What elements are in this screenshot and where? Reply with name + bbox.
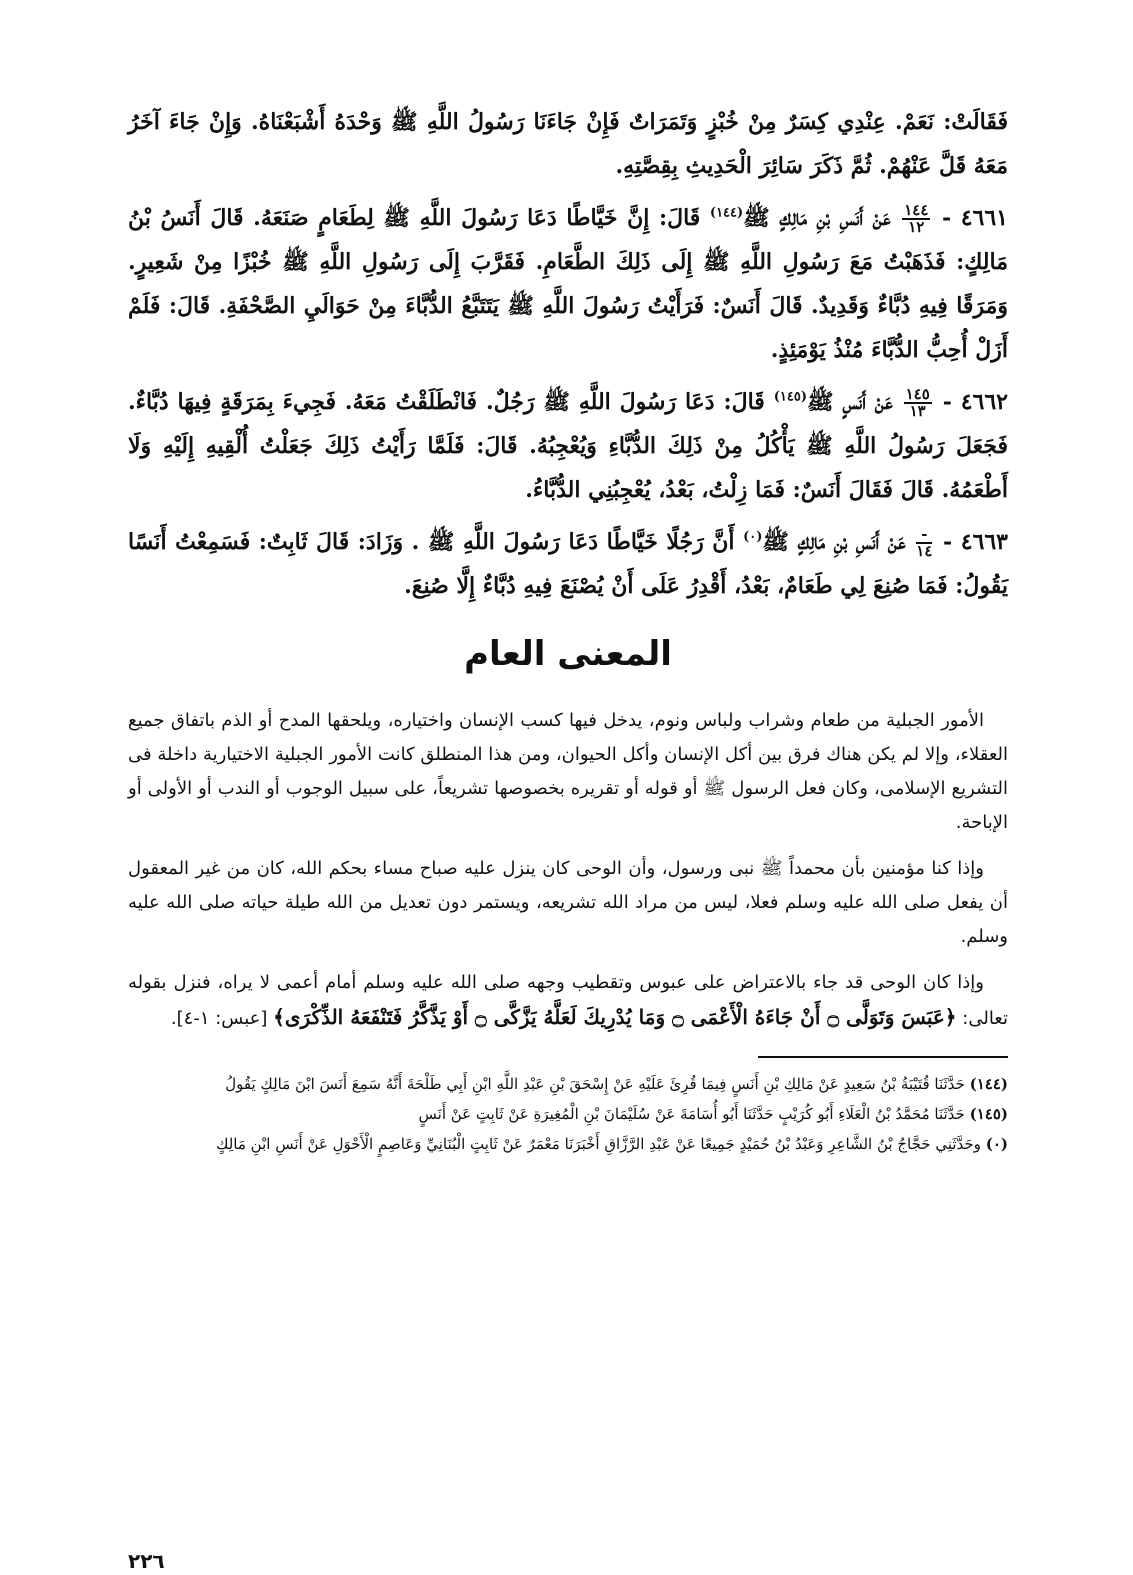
footnote-marker: (١٤٥): [773, 389, 807, 405]
reference-top: ١٤٥: [905, 385, 930, 403]
body-paragraph: وإذا كنا مؤمنين بأن محمداً ﷺ نبى ورسول، وأن الوحى كان ينزل عليه صباح مساء بحكم الله، كان من غير المعقول أن يفعل صلى الله عليه وسلم فعلا، ليس من مراد الله تشريعه، ويستمر دون تعديل من الله طيلة حياته صلى الله عليه وسلم.: [128, 858, 1008, 947]
quran-verse: ﴿عَبَسَ وَتَوَلَّى ۝ أَنْ جَاءَهُ الْأَعْمَى ۝ وَمَا يُدْرِيكَ لَعَلَّهُ يَزَّكَّى ۝ أَوْ يَذَّكَّرُ فَتَنْفَعَهُ الذِّكْرَى﴾: [273, 1005, 957, 1029]
body-paragraph: [128, 966, 1008, 1036]
footnote: [128, 1070, 1008, 1098]
hadith-paragraph: [128, 520, 1008, 608]
section-title: المعنى العام: [464, 634, 672, 674]
footnote-number: (١٤٥): [969, 1105, 1008, 1123]
reference-top: ١٤٤: [904, 201, 929, 219]
hadith-text: أَنَّ رَجُلًا خَيَّاطًا دَعَا رَسُولَ اللَّهِ ﷺ . وَزَادَ: قَالَ ثَابِتٌ: فَسَمِعْتُ أَنَسًا يَقُولُ: فَمَا صُنِعَ لِي طَعَامٌ، بَعْدُ، أَقْدِرُ عَلَى أَنْ يُصْنَعَ فِيهِ دُبَّاءٌ إِلَّا صُنِعَ.: [128, 529, 1008, 599]
hadith-reference: [916, 527, 932, 559]
footnote-text: حَدَّثَنَا قُتَيْبَةُ بْنُ سَعِيدٍ عَنْ مَالِكِ بْنِ أَنَسٍ فِيمَا قُرِئَ عَلَيْهِ عَنْ إِسْحَقَ بْنِ عَبْدِ اللَّهِ ابْنِ أَبِي طَلْحَةَ أَنَّهُ سَمِعَ أَنَسَ ابْنَ مَالِكٍ يَقُولُ: [225, 1075, 965, 1093]
hadith-narrator: عَنْ أَنَسِ بْنِ مَالِكٍ ﷺ: [762, 529, 906, 555]
reference-bottom: ١٤: [916, 542, 933, 560]
hadith-number: ٤٦٦٢ -: [942, 389, 1008, 415]
hadith-section: [128, 100, 1008, 608]
body-text: وإذا كان الوحى قد جاء بالاعتراض على عبوس وتقطيب وجهه صلى الله عليه وسلم أمام أعمى لا يراه، فنزل بقوله تعالى:: [128, 972, 1008, 1029]
hadith-number: ٤٦٦٣ -: [943, 529, 1008, 555]
footnotes: [128, 1070, 1008, 1158]
hadith-paragraph: [128, 100, 1008, 188]
footnote-number: (١٤٤): [969, 1075, 1008, 1093]
verse-reference: [عبس: ١-٤].: [170, 1008, 268, 1029]
footnote-text: وحَدَّثَنِي حَجَّاجُ بْنُ الشَّاعِرِ وَعَبْدُ بْنُ حُمَيْدٍ جَمِيعًا عَنْ عَبْدِ الرَّزَّاقِ أَخْبَرَنَا مَعْمَرٌ عَنْ ثَابِتٍ الْبُنَانِيِّ وَعَاصِمٍ الْأَحْوَلِ عَنْ أَنَسِ ابْنِ مَالِكٍ: [216, 1135, 981, 1153]
reference-top: -: [916, 527, 932, 544]
hadith-number: ٤٦٦١ -: [942, 205, 1008, 231]
footnote-marker: (٠): [743, 529, 763, 545]
page-number: ٢٢٦: [128, 1549, 165, 1573]
footnote-divider: [758, 1056, 1008, 1058]
hadith-narrator: عَنْ أَنَسِ بْنِ مَالِكٍ ﷺ: [743, 205, 891, 231]
hadith-reference: [904, 387, 932, 419]
hadith-paragraph: [128, 380, 1008, 512]
commentary-section: [128, 704, 1008, 1036]
hadith-narrator: عَنْ أَنَسٍ ﷺ: [807, 389, 893, 415]
hadith-text: فَقَالَتْ: نَعَمْ. عِنْدِي كِسَرٌ مِنْ خُبْزٍ وَتَمَرَاتٌ فَإِنْ جَاءَنَا رَسُولُ اللَّهِ ﷺ وَحْدَهُ أَشْبَعْنَاهُ. وَإِنْ جَاءَ آخَرُ مَعَهُ قَلَّ عَنْهُمْ. ثُمَّ ذَكَرَ سَائِرَ الْحَدِيثِ بِقِصَّتِهِ.: [128, 109, 1008, 179]
footnote-number: (٠): [985, 1135, 1008, 1153]
reference-bottom: ١٢: [908, 218, 925, 236]
hadith-reference: [902, 203, 930, 235]
footnote-marker: (١٤٤): [709, 205, 744, 221]
hadith-paragraph: [128, 196, 1008, 372]
body-paragraph: الأمور الجبلية من طعام وشراب ولباس ونوم، يدخل فيها كسب الإنسان واختياره، ويلحقها المدح أو الذم باتفاق جميع العقلاء، وإلا لم يكن هناك فرق بين أكل الإنسان وأكل الحيوان، ومن هذا المنطلق كانت الأمور الجبلية الاختيارية داخلة فى التشريع الإسلامى، وكان فعل الرسول ﷺ أو قوله أو تقريره بخصوصها تشريعاً، على سبيل الوجوب أو الندب أو الأولى أو الإباحة.: [128, 710, 1008, 833]
document-page: [128, 100, 1008, 1550]
hadith-text: قَالَ: دَعَا رَسُولَ اللَّهِ ﷺ رَجُلٌ. فَانْطَلَقْتُ مَعَهُ. فَجِيءَ بِمَرَقَةٍ فِيهَا دُبَّاءٌ. فَجَعَلَ رَسُولُ اللَّهِ ﷺ يَأْكُلُ مِنْ ذَلِكَ الدُّبَّاءِ وَيُعْجِبُهُ. قَالَ: فَلَمَّا رَأَيْتُ ذَلِكَ جَعَلْتُ أُلْقِيهِ إِلَيْهِ وَلَا أَطْعَمُهُ. قَالَ فَقَالَ أَنَسٌ: فَمَا زِلْتُ، بَعْدُ، يُعْجِبُنِي الدُّبَّاءُ.: [128, 389, 1008, 503]
reference-bottom: ١٣: [909, 402, 926, 420]
footnote-text: حَدَّثَنَا مُحَمَّدُ بْنُ الْعَلَاءِ أَبُو كُرَيْبٍ حَدَّثَنَا أَبُو أُسَامَةَ عَنْ سُلَيْمَانَ بْنِ الْمُغِيرَةِ عَنْ ثَابِتٍ عَنْ أَنَسٍ: [418, 1105, 965, 1123]
footnote: [128, 1130, 1008, 1158]
hadith-text: قَالَ: إِنَّ خَيَّاطًا دَعَا رَسُولَ اللَّهِ ﷺ لِطَعَامٍ صَنَعَهُ. قَالَ أَنَسُ بْنُ مَالِكٍ: فَذَهَبْتُ مَعَ رَسُولِ اللَّهِ ﷺ إِلَى ذَلِكَ الطَّعَامِ. فَقَرَّبَ إِلَى رَسُولِ اللَّهِ ﷺ خُبْزًا مِنْ شَعِيرٍ. وَمَرَقًا فِيهِ دُبَّاءٌ وَقَدِيدٌ. قَالَ أَنَسٌ: فَرَأَيْتُ رَسُولَ اللَّهِ ﷺ يَتَتَبَّعُ الدُّبَّاءَ مِنْ حَوَالَيِ الصَّحْفَةِ. قَالَ: فَلَمْ أَزَلْ أُحِبُّ الدُّبَّاءَ مُنْذُ يَوْمَئِذٍ.: [128, 205, 1008, 363]
footnote: [128, 1100, 1008, 1128]
